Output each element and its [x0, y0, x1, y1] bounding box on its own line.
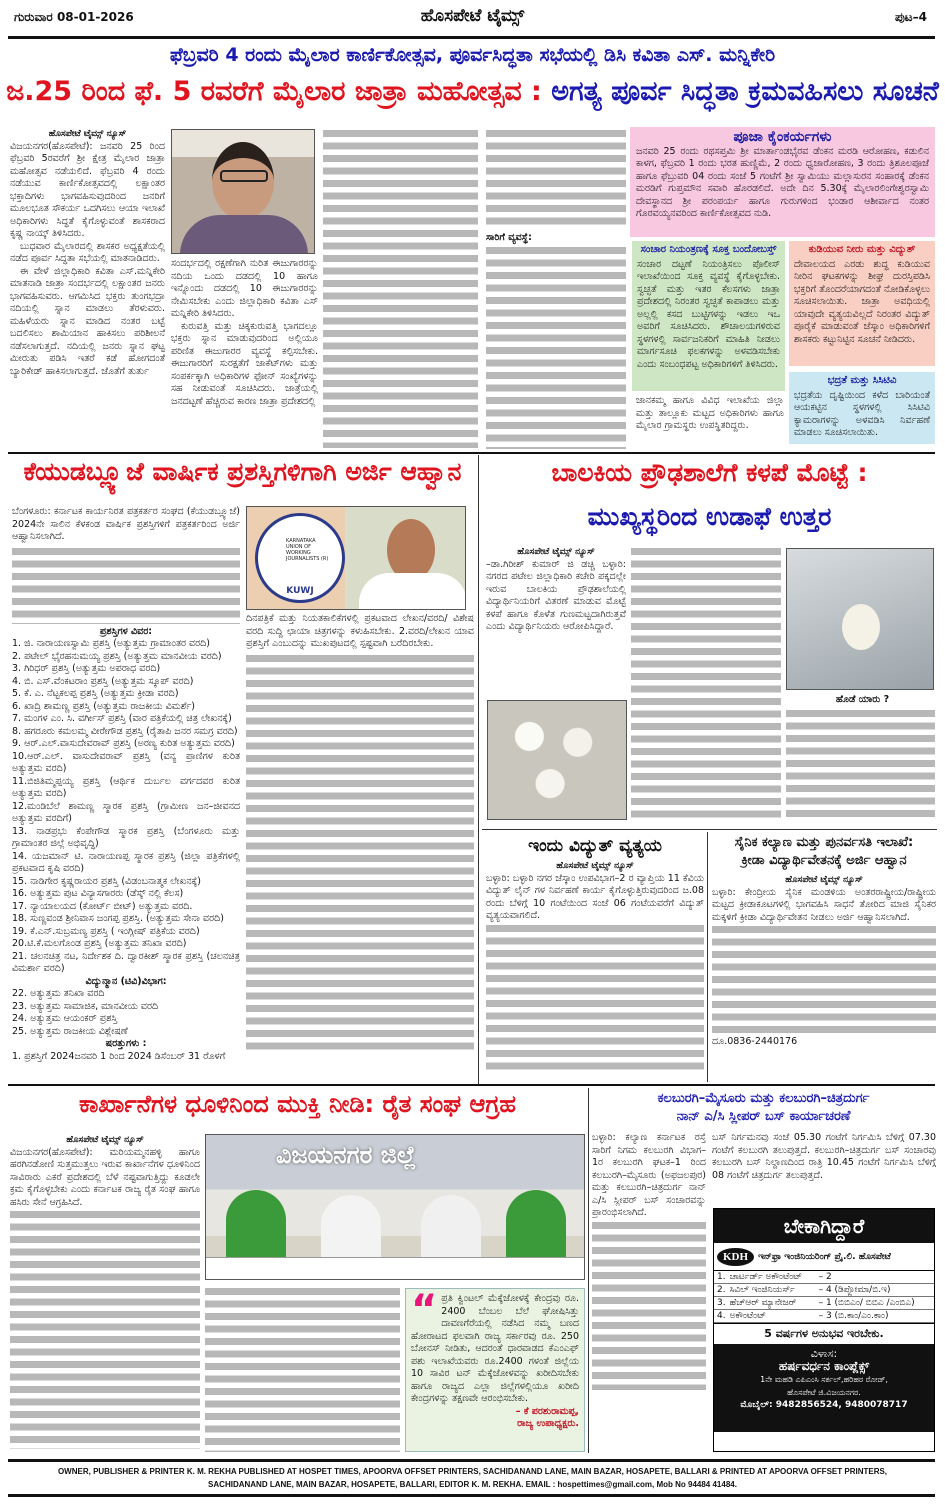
- lead-column-4: [486, 128, 626, 448]
- list-item: 22. ಅತ್ಯುತ್ತಮ ತನಿಖಾ ವರದಿ: [12, 988, 105, 999]
- ad-address: [714, 1344, 934, 1432]
- byline: ಹೊಸಪೇಟೆ ಟೈಮ್ಸ್ ನ್ಯೂಸ್: [556, 861, 634, 871]
- text-block: [12, 546, 240, 624]
- awards-list: [12, 638, 240, 976]
- masthead-rule: [8, 36, 935, 39]
- kuwj-column-2: [246, 613, 474, 1078]
- imprint-line: SACHIDANAND LANE, MAIN BAZAR, HOSAPETE, BALLARI, EDITOR K. M. REKHA. EMAIL : hospettimes@gmail.com, Mob No 94484 41484.: [208, 1480, 737, 1489]
- list-item: 3. ಗಿರಿಧರ್ ಪ್ರಶಸ್ತಿ (ಅತ್ಯುತ್ತಮ ಅಪರಾಧ ವರದಿ): [12, 663, 161, 674]
- kdh-logo: KDH: [717, 1248, 754, 1266]
- awards-title: ಪ್ರಶಸ್ತಿಗಳ ವಿವರ:: [99, 625, 153, 637]
- headline-blue: ಅಗತ್ಯ ಪೂರ್ವ ಸಿದ್ಧತಾ ಕ್ರಮವಹಿಸಲು ಸೂಚನೆ: [551, 76, 939, 107]
- list-item: 14. ಯಜಮಾನ್ ಟಿ. ನಾರಾಯಣಪ್ಪ ಸ್ಮಾರಕ ಪ್ರಶಸ್ತಿ (ಜಿಲ್ಲಾ ಪತ್ರಿಕೆಗಳಲ್ಲಿ ಪ್ರಕಟವಾದ ಕೃಷಿ ವರದಿ): [12, 850, 240, 874]
- list-item: 16. ಅತ್ಯುತ್ತಮ ಪುಟ ವಿನ್ಯಾಸಗಾರರು (ಡೆಸ್ಕ್ ನಲ್ಲಿ ಕೆಲಸ): [12, 888, 184, 899]
- ad-company-row: [714, 1243, 934, 1271]
- text-block: [712, 924, 936, 1036]
- box-text: ಜನವರಿ 25 ರಂದು ರಥಸಪ್ತಮಿ ಶ್ರೀ ಮಾರ್ತಾಂಡಭೈರವ ಡೆಂಕನ ಮರಡಿ ಆರೋಹಣ, ಕಡುಲಿನ ಕಾಳಗ, ಫೆಬ್ರವರಿ 1 ರಂದು ಭರತ ಹುಣ್ಣಿಮೆ, 2 ರಂದು ಧ್ವಜಾರೋಹಣ, 3 ರಂದು ತ್ರಿಶೂಲಪೂಜೆ ಹಾಗೂ ಫೆಬ್ರುವರಿ 04 ರಂದು ಸಂಜೆ 5 ಗಂಟೆಗೆ ಶ್ರೀ ಸ್ವಾಮಿಯು ಮಲ್ಲಾಸುರನ ಸಂಹಾರಕ್ಕೆ ಡೆಂಕನ ಮರಡಿಗೆ ಗುಪ್ತಮೌನ ಸವಾರಿ ಹೊರಡಲಿದೆ. ಅದೇ ದಿನ 5.30ಕ್ಕೆ ಮೈಲಾರಲಿಂಗೇಶ್ವರಸ್ವಾಮಿ ದೇವಸ್ಥಾನದ ಶ್ರೀ ಪರಂಪರ್ಯ ಹಾಗೂ ಗುರುಗಳಿಂದ ಭಂಡಾರ ಆಶೀರ್ವಾದ ನಂತರ ಗೊರವಯ್ಯನವರಿಂದ ಕಾರ್ಣಿಕೋತ್ಸವದ ನುಡಿ.: [636, 145, 929, 219]
- subheading: ಸಾರಿಗೆ ವ್ಯವಸ್ಥೆ:: [486, 232, 532, 243]
- job-list: [714, 1271, 934, 1323]
- section-rule: [8, 452, 935, 454]
- byline: ಹೊಸಪೇಟೆ ಟೈಮ್ಸ್ ನ್ಯೂಸ್: [48, 129, 127, 139]
- headline-line: ಕ್ರೀಡಾ ವಿದ್ಯಾರ್ಥಿವೇತನಕ್ಕೆ ಅರ್ಜಿ ಆಹ್ವಾನ: [741, 853, 907, 868]
- list-item: 20.ಟಿ.ಕೆ.ಮಲಗೊಂಡ ಪ್ರಶಸ್ತಿ (ಅತ್ಯುತ್ತಮ ತನಿಖಾ ವರದಿ): [12, 938, 187, 949]
- column-divider: [707, 832, 708, 1082]
- section-rule: [482, 829, 937, 830]
- list-item: 11.ಬಿಜಿತಿಮ್ಮಪ್ಪಯ್ಯ ಪ್ರಶಸ್ತಿ (ಆರ್ಥಿಕ ದುರ್ಬಲ ವರ್ಗದವರ ಕುರಿತ ಅತ್ಯುತ್ತಮ ವರದಿ): [12, 775, 240, 799]
- box-title: ಸಂಚಾರ ನಿಯಂತ್ರಣಕ್ಕೆ ಸೂಕ್ತ ಬಂದೋಬಸ್ತ್: [640, 244, 777, 255]
- traffic-box: [632, 241, 785, 391]
- list-item: 10.ಆರ್.ಎಲ್. ವಾಸುದೇವರಾವ್ ಪ್ರಶಸ್ತಿ (ವನ್ಯ ಪ್ರಾಣಿಗಳ ಕುರಿತ ಅತ್ಯುತ್ತಮ ವರದಿ): [12, 750, 240, 774]
- lead-headline: [0, 76, 945, 108]
- job-number: 1.: [717, 1272, 726, 1282]
- lead-column-2: [171, 258, 318, 450]
- column-divider: [588, 1088, 589, 1453]
- job-count: – 1 (ಬಿಬಿಎಂ/ ಬಿಬಿಎ /ಎಂಬಿಎ): [818, 1298, 915, 1308]
- issue-date: ಗುರುವಾರ 08-01-2026: [14, 10, 134, 24]
- column-divider: [478, 455, 479, 1085]
- paragraph: ಕುರುವತ್ತಿ ಮತ್ತು ಚಿಕ್ಕಕುರುವತ್ತಿ ಭಾಗದಲ್ಲೂ ಭಕ್ತರು ಸ್ನಾನ ಮಾಡುವುದರಿಂದ ಅಲ್ಲಿಯೂ ಪರಿಣಿತ ಈಜುಗಾರರ ವ್ಯವಸ್ಥೆ ಕಲ್ಪಿಸಬೇಕು. ಈಜುಗಾರರಿಗೆ ಸುರಕ್ಷತೆಗೆ ಜಾಕೆಟ್‌ಗಳು ಮತ್ತು ಸಂಪರ್ಕಕ್ಕಾಗಿ ಅಧಿಕಾರಿಗಳ ಫೋನ್ ಸಂಖ್ಯೆಗಳನ್ನು ಸಹ ನೀಡುವಂತೆ ಸೂಚಿಸಿದರು. ಜಾತ್ರೆಯಲ್ಲಿ ಜನದಟ್ಟಣೆ ಹೆಚ್ಚಿರುವ ಕಾರಣ ಜಾತ್ರಾ ಪ್ರದೇಶದಲ್ಲಿ: [171, 320, 318, 407]
- lead-column-3-text: [323, 128, 478, 448]
- lead-column-1: [10, 128, 165, 448]
- box-text: ದೇವಾಲಯದ ಎರಡು ಶುದ್ಧ ಕುಡಿಯುವ ನೀರಿನ ಘಟಕಗಳನ್ನು ಶೀಘ್ರ ದುರಸ್ತಿಪಡಿಸಿ ಭಕ್ತರಿಗೆ ತೊಂದರೆಯಾಗದಂತೆ ನೋಡಿಕೊಳ್ಳಲು ಸೂಚಿಸಲಾಯಿತು. ಜಾತ್ರಾ ಅವಧಿಯಲ್ಲಿ ಯಾವುದೇ ವ್ಯತ್ಯಯವಿಲ್ಲದೆ ನಿರಂತರ ವಿದ್ಯುತ್ ಪೂರೈಕೆ ಮಾಡುವಂತೆ ಜೆಸ್ಕಾಂ ಅಧಿಕಾರಿಗಳಿಗೆ ಶಾಸಕರು ಕಟ್ಟುನಿಟ್ಟಿನ ಸೂಚನೆ ನೀಡಿದರು.: [794, 258, 930, 345]
- logo-abbr: KUWJ: [286, 586, 314, 596]
- contact: ದೂ.0836-2440176: [712, 1036, 798, 1047]
- quote-text: ಪ್ರತಿ ಕ್ವಿಂಟಲ್ ಮೆಕ್ಕೆಜೋಳಕ್ಕೆ ಕೇಂದ್ರವು ರೂ. 2400 ಬೆಂಬಲ ಬೆಲೆ ಘೋಷಿಸಿತ್ತು ದಾವಣಗೆರೆಯಲ್ಲಿ ನಡೆಸಿದ ನಮ್ಮ ಬಣದ ಹೋರಾಟದ ಫಲವಾಗಿ ರಾಜ್ಯ ಸರ್ಕಾರವು ರೂ. 250 ಬೋನಸ್ ನೀಡಿತು, ಆದರಂತೆ ಧಾರವಾಡದ ಕೆಎಂಎಫ್ ಪಶು ಇಲಾಖೆಯವರು ರೂ.2400 ಗಳಂತೆ ಜಿಲ್ಲೆಯ 10 ಸಾವಿರ ಟನ್ ಮೆಕ್ಕೆಜೋಳವನ್ನು ಖರೀದಿಸಬೇಕು ಹಾಗೂ ರಾಜ್ಯದ ಎಲ್ಲಾ ಜಿಲ್ಲೆಗಳಲ್ಲಿಯೂ ಖರೀದಿ ಕೇಂದ್ರಗಳನ್ನು ತಕ್ಷಣವೇ ಆರಂಭಿಸಬೇಕು.: [411, 1293, 579, 1404]
- job-row: [714, 1310, 934, 1323]
- paragraph: ಬಳ್ಳಾರಿ: ಬಳ್ಳಾರಿ ನಗರ ಜೆಸ್ಕಾಂ ಉಪವಿಭಾಗ–2 ರ ವ್ಯಾಪ್ತಿಯ 11 ಕೆವಿಯ ವಿದ್ಯುತ್ ಲೈನ್ ಗಳ ನಿರ್ವಹಣೆ ಕಾರ್ಯ ಕೈಗೊಳ್ಳುತ್ತಿರುವುದರಿಂದ ಜ.08 ರಂದು ಬೆಳಿಗ್ಗೆ 10 ಗಂಟೆಯಿಂದ ಸಂಜೆ 06 ಗಂಟೆಯವರೆಗೆ ವಿದ್ಯುತ್ ವ್ಯತ್ಯಯವಾಗಲಿದೆ.: [486, 872, 704, 921]
- job-count: – 3 (ಬಿ.ಕಾಂ/ಎಂ.ಕಾಂ): [818, 1311, 889, 1321]
- list-item: 13. ನಾಡಪ್ರಭು ಕೆಂಪೇಗೌಡ ಸ್ಮಾರಕ ಪ್ರಶಸ್ತಿ (ಬೆಂಗಳೂರು ಮತ್ತು ಗ್ರಾಮಾಂತರ ಜಿಲ್ಲೆ ಅಭಿವೃದ್ಧಿ): [12, 825, 240, 849]
- footer-rule: [8, 1494, 935, 1497]
- farmers-column-1: [10, 1134, 200, 1452]
- list-item: 18. ಸುಣ್ಣವಂಡ ಶ್ರೀನಿವಾಸ ಜಂಗಪ್ಪ ಪ್ರಶಸ್ತಿ. (ಅತ್ಯುತ್ತಮ ಸೇನಾ ವರದಿ): [12, 913, 224, 924]
- bus-column-2: ಬಸ್ ನಿರ್ಗಮನವು ಸಂಜೆ 05.30 ಗಂಟೆಗೆ ನಿರ್ಗಮಿಸಿ ಬೆಳಿಗ್ಗೆ 07.30 ಗಂಟೆಗೆ ಕಲಬುರಗಿ ತಲುಪುತ್ತದೆ. ಕಲಬುರಗಿ–ಚಿತ್ರದುರ್ಗ ಬಸ್ ಸಂಚಾರವು ಕಲಬುರಗಿ ಬಸ್ ನಿಲ್ದಾಣದಿಂದ ರಾತ್ರಿ 10.45 ಗಂಟೆಗೆ ನಿರ್ಗಮಿಸಿ ಬೆಳಿಗ್ಗೆ 08 ಗಂಟೆಗೆ ಚಿತ್ರದುರ್ಗ ತಲುಪುತ್ತದೆ.: [712, 1132, 936, 1181]
- job-number: 3.: [717, 1298, 726, 1308]
- box-text: ಭದ್ರತೆಯ ದೃಷ್ಟಿಯಿಂದ ಕಳೆದ ಬಾರಿಯಂತೆ ಆಯಕಟ್ಟಿನ ಸ್ಥಳಗಳಲ್ಲಿ ಸಿಸಿಟಿವಿ ಕ್ಯಾಮರಾಗಳನ್ನು ಅಳವಡಿಸಿ ನಿರ್ವಹಣೆ ಮಾಡಲು ಸೂಚಿಸಲಾಯಿತು.: [794, 389, 930, 438]
- quote-author-title: ರಾಜ್ಯ ಉಪಾಧ್ಯಕ್ಷರು.: [517, 1418, 579, 1429]
- list-item: 9. ಆರ್.ಎಲ್.ವಾಸುದೇವರಾವ್ ಪ್ರಶಸ್ತಿ (ಅರಣ್ಯ ಕುರಿತ ಅತ್ಯುತ್ತಮ ವರದಿ): [12, 738, 235, 749]
- list-item: 23. ಅತ್ಯುತ್ತಮ ಸಾಮಾಜಿಕ, ಮಾನವೀಯ ವರದಿ: [12, 1000, 159, 1012]
- byline: ಹೊಸಪೇಟೆ ಟೈಮ್ಸ್ ನ್ಯೂಸ್: [517, 547, 595, 557]
- quote-mark-icon: “: [411, 1288, 438, 1333]
- farmers-press-photo: [205, 1134, 585, 1280]
- ad-title: ಬೇಕಾಗಿದ್ದಾರೆ: [714, 1209, 934, 1243]
- lead-kicker: ಫೆಬ್ರವರಿ 4 ರಂದು ಮೈಲಾರ ಕಾರ್ಣಿಕೋತ್ಸವ, ಪೂರ್ವಸಿದ್ಧತಾ ಸಭೆಯಲ್ಲಿ ಡಿಸಿ ಕವಿತಾ ಎಸ್. ಮನ್ನಿಕೇರಿ: [169, 44, 776, 66]
- headline-line: ಸೈನಿಕ ಕಲ್ಯಾಣ ಮತ್ತು ಪುನರ್ವಸತಿ ಇಲಾಖೆ:: [734, 835, 914, 850]
- text-block: [486, 245, 626, 449]
- farmers-headline: ಕಾರ್ಖಾನೆಗಳ ಧೂಳಿನಿಂದ ಮುಕ್ತಿ ನೀಡಿ: ರೈತ ಸಂಘ ಆಗ್ರಹ: [79, 1090, 516, 1118]
- power-story: [486, 860, 704, 1080]
- farmers-column-2-text: [205, 1286, 400, 1452]
- list-item: 8. ಹಗರೂರು ಕಮಲಮ್ಮ ವೀರೇಗೌಡ ಪ್ರಶಸ್ತಿ (ರೈತಾಪಿ ಜನರ ಸಮಗ್ರ ವರದಿ): [12, 725, 238, 737]
- list-item: 6. ಖಾದ್ರಿ ಶಾಮಣ್ಣ ಪ್ರಶಸ್ತಿ (ಅತ್ಯುತ್ತಮ ರಾಜಕೀಯ ವಿಮರ್ಶೆ): [12, 700, 195, 712]
- page-number: ಪುಟ–4: [895, 10, 927, 24]
- imprint-line: OWNER, PUBLISHER & PRINTER K. M. REKHA PUBLISHED AT HOSPET TIMES, APOORVA OFFSET PRINTERS, SACHIDANAND LANE, MAIN BAZAR, HOSAPETE, BALLARI & PRINTED AT APOORVA OFFSET PRINTERS,: [57, 1467, 888, 1476]
- paragraph: ಈ ವೇಳೆ ಜಿಲ್ಲಾಧಿಕಾರಿ ಕವಿತಾ ಎಸ್.ಮನ್ನಿಕೇರಿ ಮಾತನಾಡಿ ಜಾತ್ರಾ ಸಂದರ್ಭದಲ್ಲಿ ಲಕ್ಷಾಂತರ ಜನರು ಭಾಗವಹಿಸುವರು. ಆಗಮಿಸಿದ ಭಕ್ತರು ತುಂಗಭದ್ರಾ ನದಿಯಲ್ಲಿ ಸ್ನಾನ ಮಾಡಲು ತೆರಳುವರು. ಮಹಿಳೆಯರು ಸ್ನಾನ ಮಾಡಿದ ನಂತರ ಬಟ್ಟೆ ಬದಲಿಸಲು ಶಾಮಿಯಾನ ಹಾಕಿಸಲು ಪರಿಶೀಲನೆ ನಡೆಸಲಾಗುತ್ತದೆ. ನದಿಯಲ್ಲಿ ಜನರು ಸ್ನಾನ ಘಟ್ಟ ಮೀರುತು ಪಡಿಸಿ ಇತರೆ ಕಡೆ ಹೋಗದಂತೆ ಬ್ಯಾರಿಕೇಡ್ ಹಾಕಿಸಲಾಗುತ್ತದೆ. ಜೊತೆಗೆ ತುರ್ತು: [10, 265, 165, 377]
- headline-line: ನಾನ್ ಎ/ಸಿ ಸ್ಲೀಪರ್ ಬಸ್ ಕಾರ್ಯಾಚರಣೆ: [676, 1109, 851, 1124]
- job-count: – 2: [818, 1272, 832, 1282]
- job-role: ಹೆಚ್‌ಆರ್ ಮ್ಯಾನೇಜರ್: [729, 1298, 797, 1308]
- list-item: 21. ಚಲನಚಿತ್ರ ನಟ, ನಿರ್ದೇಶಕ ದಿ. ದ್ವಾರಕೀಶ್ ಸ್ಮಾರಕ ಪ್ರಶಸ್ತಿ (ಚಲನಚಿತ್ರ ವಿಮರ್ಶಾ ವರದಿ): [12, 950, 240, 974]
- tv-awards-title: ವಿದ್ಯುನ್ಮಾನ (ಟಿವಿ)ವಿಭಾಗ:: [85, 975, 167, 987]
- kuwj-headline: ಕೆಯುಡಬ್ಲ್ಯೂಜೆ ವಾರ್ಷಿಕ ಪ್ರಶಸ್ತಿಗಳಿಗಾಗಿ ಅರ್ಜಿ ಆಹ್ವಾನ: [23, 457, 462, 486]
- bus-headline: [592, 1090, 935, 1126]
- paragraph: ಬಳ್ಳಾರಿ: ಕಲ್ಯಾಣ ಕರ್ನಾಟಕ ರಸ್ತೆ ಸಾರಿಗೆ ನಿಗಮ ಕಲಬುರಗಿ ವಿಭಾಗ–1ರ ಕಲಬುರಗಿ ಘಟಕ–1 ರಿಂದ ಕಲಬುರಗಿ–ಮೈಸೂರು (ಅಫಜಲಪುರ) ಮತ್ತು ಕಲಬುರಗಿ–ಚಿತ್ರದುರ್ಗ ನಾನ್ ಎ/ಸಿ ಸ್ಲೀಪರ್ ಬಸ್ ಸಂಚಾರವನ್ನು ಪ್ರಾರಂಭಿಸಲಾಗಿದೆ.: [592, 1132, 706, 1218]
- headline-line: ಕಲಬುರಗಿ–ಮೈಸೂರು ಮತ್ತು ಕಲಬುರಗಿ–ಚಿತ್ರದುರ್ಗ: [657, 1091, 870, 1106]
- text-block: [486, 128, 626, 228]
- address-line: 1ನೇ ಮಹಡಿ ಎಪಿಎಂಸಿ ಸರ್ಕಲ್,ಹರಿಹರ ರೋಡ್,: [760, 1375, 888, 1384]
- egg-in-hand-photo: [786, 548, 934, 690]
- eggs-column-2-text: [631, 546, 781, 820]
- puja-box: [630, 127, 935, 237]
- box-title: ಕುಡಿಯುವ ನೀರು ಮತ್ತು ವಿದ್ಯುತ್: [808, 244, 916, 255]
- text-block: [486, 923, 704, 1073]
- box-text: ಸಂಚಾರ ದಟ್ಟಣೆ ನಿಯಂತ್ರಿಸಲು ಪೊಲೀಸ್ ಇಲಾಖೆಯಿಂದ ಸೂಕ್ತ ವ್ಯವಸ್ಥೆ ಕೈಗೊಳ್ಳಬೇಕು. ಸ್ವಚ್ಛತೆ ಮತ್ತು ಇತರ ಕೆಲಸಗಳು ಜಾತ್ರಾ ಪ್ರದೇಶದಲ್ಲಿ ನಿರಂತರ ಸ್ವಚ್ಛತೆ ಕಾಪಾಡಲು ಮತ್ತು ಅಲ್ಲಲ್ಲಿ ಕಸದ ಬುಟ್ಟಿಗಳನ್ನು ಇಡಲು ಇಒ ಅವರಿಗೆ ಸೂಚಿಸಿದರು. ಶೌಚಾಲಯಗಳಿರುವ ಸ್ಥಳಗಳಲ್ಲಿ ಸಾರ್ವಜನಿಕರಿಗೆ ಮಾಹಿತಿ ನೀಡಲು ಮಾರ್ಗಸೂಚಿ ಫಲಕಗಳನ್ನು ಅಳವಡಿಸಬೇಕು ಎಂದು ಸಂಬಂಧಪಟ್ಟ ಅಧಿಕಾರಿಗಳಿಗೆ ತಿಳಿಸಿದರು.: [637, 258, 780, 370]
- job-count: – 4 (ಡಿಪ್ಲೋಮಾ/ಬಿ.ಇ): [818, 1285, 891, 1295]
- job-number: 2.: [717, 1285, 726, 1295]
- paragraph: ಬೆಂಗಳೂರು: ಕರ್ನಾಟಕ ಕಾರ್ಯನಿರತ ಪತ್ರಕರ್ತರ ಸಂಘದ (ಕೆಯುಡಬ್ಲ್ಯೂಜೆ) 2024ನೇ ಸಾಲಿನ ಕೆಳಕಂಡ ವಾರ್ಷಿಕ ಪ್ರಶಸ್ತಿಗಳಿಗೆ ಪತ್ರಕರ್ತರಿಂದ ಅರ್ಜಿ ಆಹ್ವಾನಿಸಲಾಗಿದೆ.: [12, 506, 240, 542]
- address-name: ಹರ್ಷವರ್ಧನ ಕಾಂಪ್ಲೆಕ್ಸ್: [778, 1359, 870, 1373]
- cctv-box: [789, 372, 935, 444]
- photo-banner-text: ವಿಜಯನಗರ ಜಿಲ್ಲೆ: [276, 1141, 417, 1169]
- section-rule: [8, 1084, 935, 1086]
- paragraph: ಸಂದರ್ಭದಲ್ಲಿ ರಕ್ಷಣೆಗಾಗಿ ನುರಿತ ಈಜುಗಾರರನ್ನು ನದಿಯ ಒಂದು ದಡದಲ್ಲಿ 10 ಹಾಗೂ ಇನ್ನೊಂದು ದಡದಲ್ಲಿ 10 ಈಜುಗಾರರನ್ನು ನೇಮಿಸಬೇಕು ಎಂದು ಜಿಲ್ಲಾಧಿಕಾರಿ ಕವಿತಾ ಎಸ್ ಮನ್ನಿಕೇರಿ ತಿಳಿಸಿದರು.: [171, 258, 318, 319]
- eggs-column-1: [486, 546, 626, 696]
- byline: ಹೊಸಪೇಟೆ ಟೈಮ್ಸ್ ನ್ಯೂಸ್: [785, 875, 863, 885]
- list-item: 1. ಜಿ. ನಾರಾಯಣಸ್ವಾಮಿ ಪ್ರಶಸ್ತಿ (ಅತ್ಯುತ್ತಮ ಗ್ರಾಮಾಂತರ ವರದಿ): [12, 638, 211, 649]
- bus-column-1: [592, 1132, 706, 1452]
- eggs-column-3-text: [786, 708, 935, 820]
- kuwj-logo: [255, 513, 345, 603]
- list-item: 24. ಅತ್ಯುತ್ತಮ ಆಯಂಕರ್ ಪ್ರಶಸ್ತಿ: [12, 1013, 118, 1024]
- eggs-headline-blue: ಮುಖ್ಯಸ್ಥರಿಂದ ಉಡಾಫೆ ಉತ್ತರ: [587, 502, 832, 531]
- eggs-headline-red: ಬಾಲಕಿಯ ಪ್ರೌಢಶಾಲೆಗೆ ಕಳಪೆ ಮೊಟ್ಟೆ :: [551, 458, 868, 487]
- box-title: ಭದ್ರತೆ ಮತ್ತು ಸಿಸಿಟಿವಿ: [827, 375, 897, 386]
- list-item: 19. ಕೆ.ಎನ್.ಸುಬ್ರಮಣ್ಯ ಪ್ರಶಸ್ತಿ ( ಇಂಗ್ಲೀಷ್ ಪತ್ರಿಕೆಯ ವರದಿ): [12, 925, 200, 937]
- list-item: 4. ಬಿ. ಎಸ್.ವೆಂಕಟರಾಂ ಪ್ರಶಸ್ತಿ (ಅತ್ಯುತ್ತಮ ಸ್ಕೂಪ್ ವರದಿ): [12, 675, 194, 687]
- farmers-quote-box: [405, 1288, 585, 1452]
- byline: ಹೊಸಪೇಟೆ ಟೈಮ್ಸ್ ನ್ಯೂಸ್: [66, 1135, 144, 1145]
- list-item: 7. ಮಂಗಳ ಎಂ. ಸಿ. ವರ್ಗೀಸ್ ಪ್ರಶಸ್ತಿ (ವಾರ ಪತ್ರಿಕೆಯಲ್ಲಿ ಚಿತ್ರ ಲೇಖನಕ್ಕೆ): [12, 713, 232, 724]
- company-name: ಇನ್‌ಫ್ರಾ ಇಂಜಿನಿಯರಿಂಗ್ ಪ್ರೈ.ಲಿ. ಹೊಸಪೇಟೆ: [758, 1251, 891, 1262]
- terms-title: ಷರತ್ತುಗಳು :: [105, 1038, 147, 1049]
- list-item: 17. ನ್ಯಾಯಾಲಯದ (ಕೋರ್ಟ್ ಬೀಟ್) ಅತ್ಯುತ್ತಮ ವರದಿ.: [12, 900, 193, 912]
- list-item: 25. ಅತ್ಯುತ್ತಮ ರಾಜಕೀಯ ವಿಶ್ಲೇಷಣೆ: [12, 1025, 128, 1037]
- job-number: 4.: [717, 1311, 726, 1321]
- job-ad: [713, 1208, 935, 1452]
- box-title: ಪೂಜಾ ಕೈಂಕರ್ಯಗಳು: [733, 129, 832, 145]
- job-role: ಚಾರ್ಟರ್ಡ್ ಅಕೌಂಟೆಂಟ್: [729, 1272, 802, 1282]
- lead-closing: ಜಾನಕಮ್ಮ ಹಾಗೂ ವಿವಿಧ ಇಲಾಖೆಯ ಜಿಲ್ಲಾ ಮತ್ತು ತಾಲ್ಲೂಕು ಮಟ್ಟದ ಅಧಿಕಾರಿಗಳು ಹಾಗೂ ಮೈಲಾರ ಗ್ರಾಮಸ್ಥರು ಉಪಸ್ಥಿತರಿದ್ದರು.: [636, 395, 784, 431]
- footer-rule: [8, 1459, 935, 1462]
- logo-text: KARNATAKA UNION OF WORKING JOURNALISTS (R): [286, 538, 329, 562]
- address-line: ಹೊಸಪೇಟೆ ಜಿ.ವಿಜಯನಗರ.: [787, 1388, 861, 1397]
- job-role: ಸಿವಿಲ್ ಇಂಜಿನಿಯರ್ಸ್: [729, 1285, 795, 1295]
- imprint: [0, 1465, 945, 1491]
- list-item: 15. ನಾಡಿಗೇರ ಕೃಷ್ಣರಾಯರ ಪ್ರಶಸ್ತಿ (ವಿಡಂಬನಾತ್ಮಕ ಲೇಖನಕ್ಕೆ): [12, 875, 201, 887]
- paragraph: ವಿಜಯನಗರ(ಹೊಸಪೇಟೆ): ಮರಿಯಮ್ಮನಹಳ್ಳಿ ಹಾಗೂ ಹರಗಿನಡೋಣಿ ಸುತ್ತಮುತ್ತಲು ಇರುವ ಕಾರ್ಖಾನೆಗಳ ಧೂಳಿನಿಂದ ಸಾವಿರಾರು ಎಕರೆ ಪ್ರದೇಶದಲ್ಲಿ ಬೆಳೆ ನಷ್ಟವಾಗುತ್ತಿದ್ದು ಕೂಡಲೇ ಕ್ರಮ ಕೈಗೊಳ್ಳಬೇಕು ಎಂದು ಕರ್ನಾಟಕ ರಾಜ್ಯ ರೈತ ಸಂಘ ಹಾಗೂ ಹಸಿರು ಸೇನೆ ಆಗ್ರಹಿಸಿದೆ.: [10, 1146, 200, 1208]
- job-role: ಅಕೌಂಟೆಂಟ್: [729, 1311, 766, 1321]
- water-box: [789, 241, 935, 366]
- paragraph: ಬಳ್ಳಾರಿ: ಕೇಂದ್ರೀಯ ಸೈನಿಕ ಮಂಡಳಿಯ ಅಂತರರಾಷ್ಟ್ರೀಯ/ರಾಷ್ಟ್ರೀಯ ಮಟ್ಟದ ಕ್ರೀಡಾಕೂಟಗಳಲ್ಲಿ ಭಾಗವಹಿಸಿ ಸಾಧನೆ ತೋರಿದ ಮಾಜಿ ಸೈನಿಕರ ಮಕ್ಕಳಿಗೆ ಕ್ರೀಡಾ ವಿದ್ಯಾರ್ಥಿವೇತನ ನೀಡಲು ಅರ್ಜಿ ಆಹ್ವಾನಿಸಲಾಗಿದೆ.: [712, 886, 936, 923]
- address-label: ವಿಳಾಸ:: [810, 1347, 838, 1360]
- sainik-story: [712, 874, 936, 1082]
- list-item: 1. ಪ್ರಶಸ್ತಿಗೆ 2024ಜನವರಿ 1 ರಿಂದ 2024 ಡಿಸೆಂಬರ್ 31 ರೊಳಗೆ: [12, 1050, 226, 1062]
- job-row: [714, 1271, 934, 1284]
- job-row: [714, 1297, 934, 1310]
- text-block: [246, 653, 474, 1053]
- quote-author: – ಕೆ ಪರಶುರಾಮಪ್ಪ,: [515, 1405, 579, 1417]
- kuwj-photo: [246, 506, 466, 610]
- terms-list: [12, 1051, 240, 1064]
- headline-red: ಜ.25 ರಿಂದ ಫೆ. 5 ರವರೆಗೆ ಮೈಲಾರ ಜಾತ್ರಾ ಮಹೋತ್ಸವ :: [6, 76, 542, 107]
- phone-number: ಮೊಬೈಲ್: 9482856524, 9480078717: [740, 1400, 908, 1410]
- list-item: 2. ಪಟೇಲ್ ಭೈರಹನುಮಯ್ಯ ಪ್ರಶಸ್ತಿ (ಅತ್ಯುತ್ತಮ ಮಾನವೀಯ ವರದಿ): [12, 650, 222, 662]
- paragraph: ವಿಜಯನಗರ(ಹೊಸಪೇಟೆ): ಜನವರಿ 25 ರಿಂದ ಫೆಬ್ರವರಿ 5ರವರೆಗೆ ಶ್ರೀ ಕ್ಷೇತ್ರ ಮೈಲಾರ ಜಾತ್ರಾ ಮಹೋತ್ಸವ ನಡೆಯಲಿದೆ. ಫೆಬ್ರವರಿ 4 ರಂದು ನಡೆಯುವ ಕಾರ್ಣಿಕೋತ್ಸವದಲ್ಲಿ ಲಕ್ಷಾಂತರ ಭಕ್ತಾದಿಗಳು ಭಾಗವಹಿಸುವುದರಿಂದ ಜನರಿಗೆ ಮೂಲಭೂತ ಸೌಕರ್ಯ ಒದಗಿಸಲು ಆಯಾ ಇಲಾಖೆ ಅಧಿಕಾರಿಗಳು ಸಿದ್ಧತೆ ಕೈಗೊಳ್ಳುವಂತೆ ಶಾಸಕರಾದ ಕೃಷ್ಣ ನಾಯ್ಕ್ ತಿಳಿಸಿದರು.: [10, 140, 165, 239]
- text-block: [592, 1220, 706, 1390]
- list-item: 5. ಕೆ. ಎ. ನೆಟ್ಟಕಲಪ್ಪ ಪ್ರಶಸ್ತಿ (ಅತ್ಯುತ್ತಮ ಕ್ರೀಡಾ ವರದಿ): [12, 688, 179, 699]
- dc-photo: [171, 129, 315, 254]
- eggs-photo: [487, 700, 627, 820]
- tv-awards-list: [12, 988, 240, 1038]
- experience-note: 5 ವರ್ಷಗಳ ಅನುಭವ ಇರಬೇಕು.: [714, 1323, 934, 1344]
- power-headline: ಇಂದು ವಿದ್ಯುತ್ ವ್ಯತ್ಯಯ: [528, 836, 662, 856]
- paragraph: ದಿನಪತ್ರಿಕೆ ಮತ್ತು ನಿಯತಕಾಲಿಕೆಗಳಲ್ಲಿ ಪ್ರಕಟವಾದ ಲೇಖನ/ವರದಿ/ ವಿಶೇಷ ವರದಿ ಸುದ್ದಿ ಛಾಯಾ ಚಿತ್ರಗಳನ್ನು ಕಳುಹಿಸಬೇಕು. 2.ವರದಿ/ಲೇಖನ ಯಾವ ಪ್ರಶಸ್ತಿಗೆ ಎಂಬುದನ್ನು ಮುಖಪುಟದಲ್ಲಿ ಸ್ಪಷ್ಟವಾಗಿ ಬರೆದಿರಬೇಕು.: [246, 613, 474, 649]
- job-row: [714, 1284, 934, 1297]
- list-item: 12.ಮಂಡಿಬೆಲೆ ಶಾಮಣ್ಣ ಸ್ಮಾರಕ ಪ್ರಶಸ್ತಿ (ಗ್ರಾಮೀಣ ಜನ–ಜೀವನದ ಅತ್ಯುತ್ತಮ ವರದಿಗೆ): [12, 800, 240, 824]
- paragraph: ಬುಧವಾರ ಮೈಲಾರದಲ್ಲಿ ಶಾಸಕರ ಅಧ್ಯಕ್ಷತೆಯಲ್ಲಿ ನಡೆದ ಪೂರ್ವ ಸಿದ್ಧತಾ ಸಭೆಯಲ್ಲಿ ಮಾತನಾಡಿದರು.: [10, 240, 165, 264]
- sainik-headline: [711, 834, 937, 870]
- photo-caption: ಹೊಡೆ ಯಾರು ?: [835, 694, 890, 705]
- text-block: [10, 1209, 200, 1449]
- kuwj-column-1: [12, 506, 240, 1076]
- paragraph: –ಡಾ.ಗಿರೀಶ್ ಕುಮಾರ್ ಜಿ ಡಚ್ಚಿ ಬಳ್ಳಾರಿ: ನಗರದ ಪಟೇಲ ಜಿಲ್ಲಾಧಿಕಾರಿ ಕಚೇರಿ ಪಕ್ಕದಲ್ಲೇ ಇರುವ ಬಾಲಕಿಯ ಪ್ರೌಢಶಾಲೆಯಲ್ಲಿ ವಿದ್ಯಾರ್ಥಿನಿಯರಿಗೆ ವಿತರಣೆ ಮಾಡುವ ಮೊಟ್ಟೆ ಕಳಪೆ ಹಾಗೂ ಕೊಳೆತ ಗುಣಮಟ್ಟದಾಗಿರುತ್ತವೆ ಎಂದು ವಿದ್ಯಾರ್ಥಿನಿಯರು ಆರೋಪಿಸಿದ್ದಾರೆ.: [486, 558, 626, 632]
- paper-name: ಹೊಸಪೇಟೆ ಟೈಮ್ಸ್: [420, 6, 525, 26]
